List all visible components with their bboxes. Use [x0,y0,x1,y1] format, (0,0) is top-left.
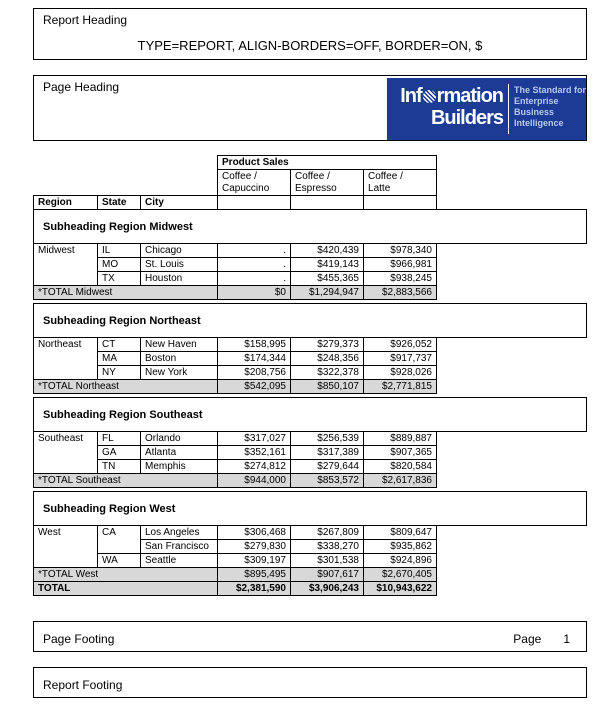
logo-tagline-line: The Standard for [514,85,587,95]
value-cell: $208,756 [218,366,291,380]
value-cell: $926,052 [364,338,437,352]
column-header-row [34,170,437,196]
city-cell: St. Louis [141,258,218,272]
value-cell: $338,270 [291,540,364,554]
region-data-table [33,431,437,488]
grand-total-value: $10,943,622 [364,582,437,596]
value-cell: $352,161 [218,446,291,460]
city-cell: Los Angeles [141,526,218,540]
grand-total-value: $3,906,243 [291,582,364,596]
page-number-value: 1 [563,632,570,646]
value-cell: $279,373 [291,338,364,352]
region-subheading: Subheading Region Northeast [33,303,587,338]
value-cell: $420,439 [291,244,364,258]
value-cell: $820,584 [364,460,437,474]
grand-total-label: TOTAL [34,582,218,596]
value-cell: $317,027 [218,432,291,446]
region-subheading: Subheading Region West [33,491,587,526]
empty-header-cell [218,196,291,210]
logo-tagline-line: Business [514,107,555,117]
logo-tagline-line: Enterprise [514,96,559,106]
value-cell: $455,365 [291,272,364,286]
report-footing-label: Report Footing [43,678,123,692]
region-cell: Midwest [34,244,98,286]
value-cell: $248,356 [291,352,364,366]
region-subheading: Subheading Region Midwest [33,209,587,244]
state-cell: GA [98,446,141,460]
region-total-row [34,474,437,488]
region-total-label: *TOTAL Southeast [34,474,218,488]
region-total-value: $944,000 [218,474,291,488]
city-cell: New Haven [141,338,218,352]
region-total-value: $895,495 [218,568,291,582]
value-cell: $419,143 [291,258,364,272]
city-cell: Orlando [141,432,218,446]
region-total-row [34,286,437,300]
value-cell: $174,344 [218,352,291,366]
region-total-value: $2,771,815 [364,380,437,394]
state-cell: CA [98,526,141,554]
value-cell: $301,538 [291,554,364,568]
state-cell: FL [98,432,141,446]
city-cell: Memphis [141,460,218,474]
page-heading-label: Page Heading [43,80,120,94]
logo-divider [508,84,509,134]
region-total-value: $0 [218,286,291,300]
logo-line2: Builders [430,107,503,129]
value-cell: $158,995 [218,338,291,352]
value-cell: $978,340 [364,244,437,258]
value-cell: . [218,244,291,258]
value-cell: $279,830 [218,540,291,554]
value-cell: $309,197 [218,554,291,568]
globe-icon [423,90,436,103]
value-cell: $322,378 [291,366,364,380]
data-row [34,526,437,540]
empty-header-cell [291,196,364,210]
value-cell: $907,365 [364,446,437,460]
value-cell: $809,647 [364,526,437,540]
city-cell: Atlanta [141,446,218,460]
state-cell: MA [98,352,141,366]
grand-total-row [34,582,437,596]
empty-header-cell [364,196,437,210]
city-column-header: City [141,196,218,210]
region-cell: West [34,526,98,568]
logo-wordmark [391,85,503,129]
page-number [513,632,570,646]
state-cell: TN [98,460,141,474]
region-cell: Southeast [34,432,98,474]
value-cell: $935,862 [364,540,437,554]
value-cell: $274,812 [218,460,291,474]
product-column-header: Coffee / Capuccino [218,170,291,196]
product-column-header: Coffee / Espresso [291,170,364,196]
logo-line1: Inf rmation [400,85,503,107]
product-column-header: Coffee / Latte [364,170,437,196]
value-cell: $306,468 [218,526,291,540]
region-total-label: *TOTAL Midwest [34,286,218,300]
state-cell: WA [98,554,141,568]
row-header-row [34,196,437,210]
city-cell: Boston [141,352,218,366]
value-cell: . [218,258,291,272]
state-cell: NY [98,366,141,380]
value-cell: $279,644 [291,460,364,474]
state-cell: MO [98,258,141,272]
city-cell: Chicago [141,244,218,258]
page-footing-box [33,621,587,652]
data-row [34,338,437,352]
grand-total-value: $2,381,590 [218,582,291,596]
state-cell: IL [98,244,141,258]
page-heading-box [33,75,587,141]
region-total-value: $542,095 [218,380,291,394]
value-cell: $256,539 [291,432,364,446]
region-total-label: *TOTAL Northeast [34,380,218,394]
region-total-row [34,380,437,394]
value-cell: $889,887 [364,432,437,446]
region-total-label: *TOTAL West [34,568,218,582]
state-cell: CT [98,338,141,352]
region-total-row [34,568,437,582]
product-sales-header: Product Sales [218,156,437,170]
region-total-value: $907,617 [291,568,364,582]
state-column-header: State [98,196,141,210]
value-cell: $917,737 [364,352,437,366]
region-total-value: $850,107 [291,380,364,394]
data-row [34,244,437,258]
state-cell: TX [98,272,141,286]
region-total-value: $853,572 [291,474,364,488]
region-column-header: Region [34,196,98,210]
city-cell: Seattle [141,554,218,568]
page-footing-label: Page Footing [43,632,115,646]
value-cell: $938,245 [364,272,437,286]
report-heading-code: TYPE=REPORT, ALIGN-BORDERS=OFF, BORDER=ON, $ [137,38,483,53]
report-heading-label: Report Heading [43,13,128,27]
region-data-table [33,525,437,596]
region-data-table [33,337,437,394]
region-total-value: $2,670,405 [364,568,437,582]
information-builders-logo [387,78,586,140]
value-cell: $317,389 [291,446,364,460]
region-total-value: $1,294,947 [291,286,364,300]
report-heading-box [33,8,587,60]
city-cell: New York [141,366,218,380]
report-table [33,155,587,596]
region-total-value: $2,617,836 [364,474,437,488]
table-header [33,155,437,210]
region-total-value: $2,883,566 [364,286,437,300]
logo-tagline [514,85,586,129]
region-subheading: Subheading Region Southeast [33,397,587,432]
value-cell: $924,896 [364,554,437,568]
region-cell: Northeast [34,338,98,380]
logo-tagline-line: Intelligence [514,118,564,128]
data-row [34,432,437,446]
value-cell: . [218,272,291,286]
city-cell: Houston [141,272,218,286]
value-cell: $966,981 [364,258,437,272]
city-cell: San Francisco [141,540,218,554]
report-footing-box [33,667,587,698]
value-cell: $267,809 [291,526,364,540]
value-cell: $928,026 [364,366,437,380]
page-word: Page [513,632,542,646]
region-data-table [33,243,437,300]
